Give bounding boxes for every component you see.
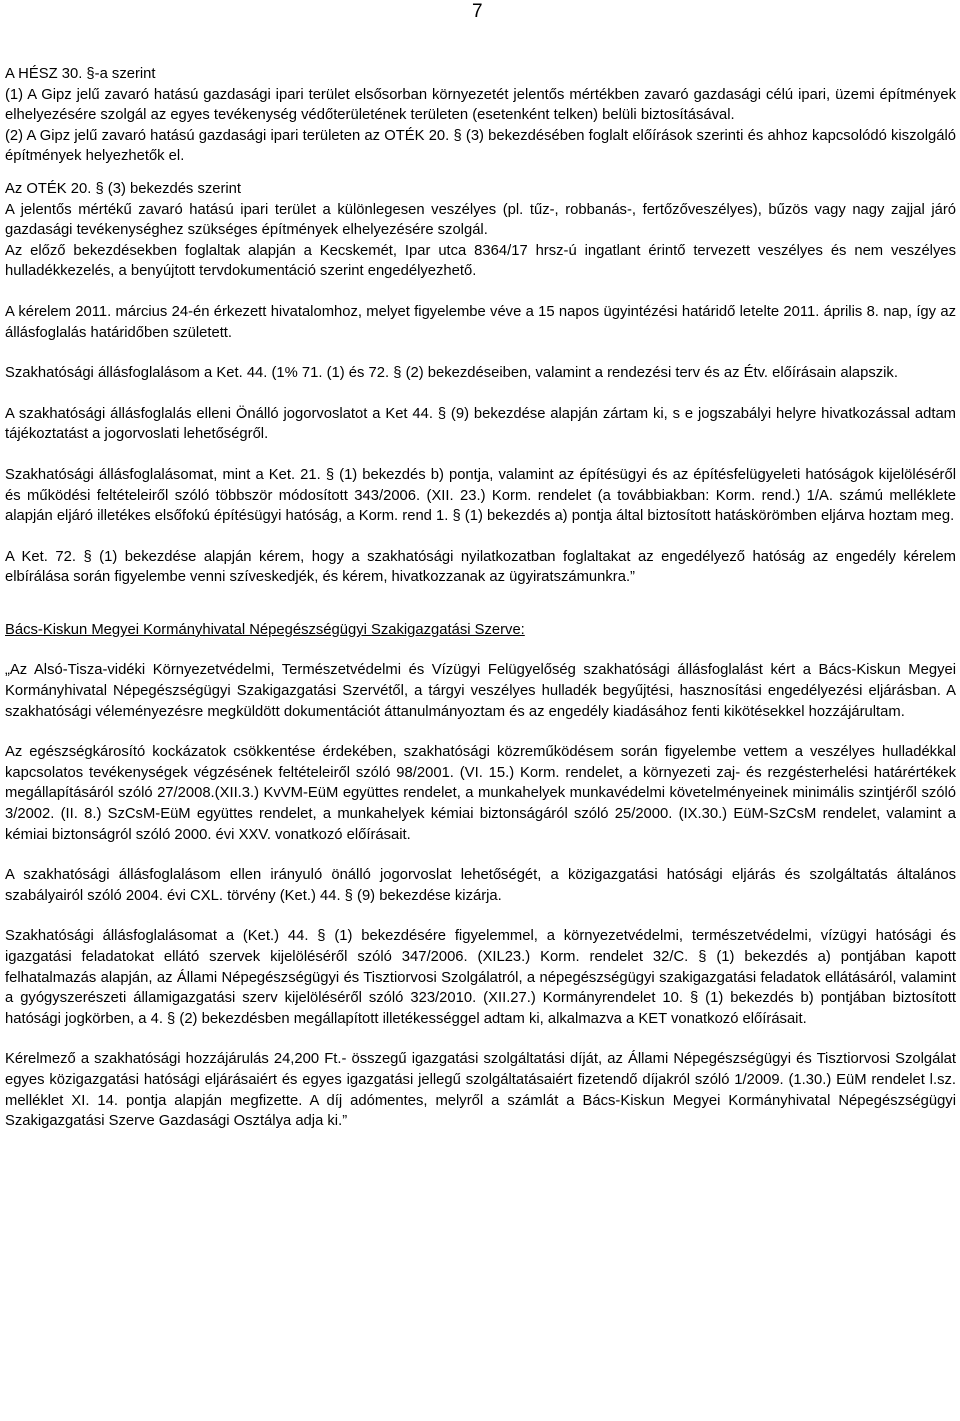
paragraph-fee: Kérelmező a szakhatósági hozzájárulás 24,200 Ft.- összegű igazgatási szolgáltatási díját, az Állami Népegészségügyi és Tisztiorvosi Szolgálat egyes közigazgatási hatósági eljárásaiért és egyes igazgatási jellegű szolgáltatásaiért fizetendő díjakról szóló 1/2009. (1.30.) EüM rendelet l.sz. melléklet XI. 14. pontja alapján megfizette. A díj adómentes, melyről a számlát a Bács-Kiskun Megyei Kormányhivatal Népegészségügyi Szakigazgatási Szerve Gazdasági Osztálya adja ki.” (5, 1051, 956, 1130)
paragraph-hesz-1: (1) A Gipz jelű zavaró hatású gazdasági ipari terület elsősorban környezetét jelentős mértékben zavaró gazdasági célú ipari, üzemi építmények elhelyezésére szolgál az egyes tevékenység védőterületének területen (esetenként telken) belüli biztosításával. (5, 86, 956, 124)
spacer (5, 527, 956, 547)
paragraph-hesz-2: (2) A Gipz jelű zavaró hatású gazdasági ipari területen az OTÉK 20. § (3) bekezdésében foglalt előírások szerinti és ahhoz kapcsolódó kiszolgáló építmények helyezhetők el. (5, 127, 956, 165)
paragraph-hesz-heading: A HÉSZ 30. §-a szerint (5, 66, 156, 82)
spacer (5, 282, 956, 302)
section-heading-authority: Bács-Kiskun Megyei Kormányhivatal Népegészségügyi Szakigazgatási Szerve: (5, 621, 525, 638)
paragraph-remedy: A szakhatósági állásfoglalás elleni Önálló jogorvoslatot a Ket 44. § (9) bekezdése alapján zártam ki, s e jogszabályi helyre hivatkozással adtam tájékoztatást a jogorvoslati lehetőségről. (5, 405, 956, 443)
paragraph-otek-text: A jelentős mértékű zavaró hatású ipari terület a különlegesen veszélyes (pl. tűz-, robbanás-, fertőzőveszélyes), bűzös vagy nagy zajjal járó gazdasági tevékenységhez szükséges építmények elhelyezésére szolgál. (5, 201, 956, 239)
paragraph-deadline: A kérelem 2011. március 24-én érkezett hivatalomhoz, melyet figyelembe véve a 15 napos ügyintézési határidő letelte 2011. április 8. nap, így az állásfoglalás határidőben született. (5, 303, 956, 341)
paragraph-conclusion: Az előző bekezdésekben foglaltak alapján a Kecskemét, Ipar utca 8364/17 hrsz-ú ingatlant érintő tervezett veszélyes és nem veszélyes hulladékkezelés, a benyújtott tervdokumentáció szerint engedélyezhető. (5, 242, 956, 280)
paragraph-remedy-exclusion: A szakhatósági állásfoglalásom ellen irányuló önálló jogorvoslat lehetőségét, a közigazgatási hatósági eljárás és szolgáltatás általános szabályairól szóló 2004. évi CXL. törvény (Ket.) 44. § (9) bekezdése kizárja. (5, 867, 956, 904)
spacer (5, 845, 956, 865)
paragraph-request: A Ket. 72. § (1) bekezdése alapján kérem, hogy a szakhatósági nyilatkozatban foglaltakat az engedélyező hatóság az engedély kérelem elbírálása során figyelembe venni szíveskedjék, és kérem, hivatkozzanak az ügyiratszámunkra.” (5, 548, 956, 586)
spacer (5, 1029, 956, 1049)
paragraph-health-risks: Az egészségkárosító kockázatok csökkentése érdekében, szakhatósági közreműködésem során figyelembe vettem a veszélyes hulladékkal kapcsolatos tevékenységek végzésének feltételeiről szóló 98/2001. (VI. 15.) Korm. rendelet, a környezeti zaj- és rezgésterhelési határértékek megállapításáról szóló 27/2008.(XII.3.) KvVM-EüM együttes rendelet, a munkahelyek munkavédelmi követelményeinek minimális szintjéről szóló 3/2002. (II. 8.) SzCsM-EüM együttes rendelet, a munkahelyek kémiai biztonságáról szóló 25/2000. (IX.30.) EüM-SzCsM rendelet, valamint a kémiai biztonságról szóló 2000. évi XXV. vonatkozó előírásait. (5, 744, 956, 843)
document-body (5, 64, 956, 1132)
spacer (5, 445, 956, 465)
paragraph-otek-heading: Az OTÉK 20. § (3) bekezdés szerint (5, 180, 242, 197)
paragraph-competence: Szakhatósági állásfoglalásomat a (Ket.) 44. § (1) bekezdésére figyelemmel, a környezetvédelmi, természetvédelmi, vízügyi hatósági és igazgatási feladatokat ellátó szervek kijelöléséről szóló 347/2006. (XIL23.) Korm. rendelet 32/C. § (1) bekezdés a) pontjában kapott felhatalmazás alapján, az Állami Népegészségügyi és Tisztiorvosi Szolgálatról, a népegészségügyi szakigazgatási feladatok ellátásáról, valamint a gyógyszerészeti államigazgatási szerv kijelöléséről szóló 323/2010. (XII.27.) Kormányrendelet 10. § (1) bekezdés b) pontjában biztosított hatósági jogkörben, a 4. § (2) bekezdésben megállapított illetékességgel adtam ki, alkalmazva a KET vonatkozó előírásait. (5, 928, 956, 1027)
paragraph-authority: Szakhatósági állásfoglalásomat, mint a Ket. 21. § (1) bekezdés b) pontja, valamint az építésügyi és az építésfelügyeleti hatóságok kijelöléséről és működési feltételeiről szóló többször módosított 343/2006. (XII. 23.) Korm. rendelet (a továbbiakban: Korm. rend.) 1/A. számú melléklete alapján eljáró illetékes elsőfokú építésügyi hatóság, a Korm. rend 1. § (1) bekezdés a) pontja által biztosított hatáskörömben eljárva hoztam meg. (5, 466, 956, 525)
paragraph-legal-basis: Szakhatósági állásfoglalásom a Ket. 44. (1% 71. (1) és 72. § (2) bekezdéseiben, valamint a rendezési terv és az Étv. előírásain alapszik. (5, 365, 898, 382)
spacer (5, 640, 956, 660)
paragraph-statement: „Az Alsó-Tisza-vidéki Környezetvédelmi, Természetvédelmi és Vízügyi Felügyelőség szakhatósági állásfoglalást kért a Bács-Kiskun Megyei Kormányhivatal Népegészségügyi Szakigazgatási Szervétől, a tárgyi veszélyes hulladék begyűjtési, hasznosítási engedélyezési eljárásban. A szakhatósági véleményezésre megküldött dokumentációt áttanulmányoztam és az engedély kiadásához fenti kikötésekkel hozzájárultam. (5, 662, 956, 720)
spacer (5, 384, 956, 404)
spacer (5, 167, 956, 179)
spacer (5, 722, 956, 742)
page-number: 7 (472, 1, 483, 22)
spacer (5, 343, 956, 363)
spacer (5, 588, 956, 620)
spacer (5, 906, 956, 926)
